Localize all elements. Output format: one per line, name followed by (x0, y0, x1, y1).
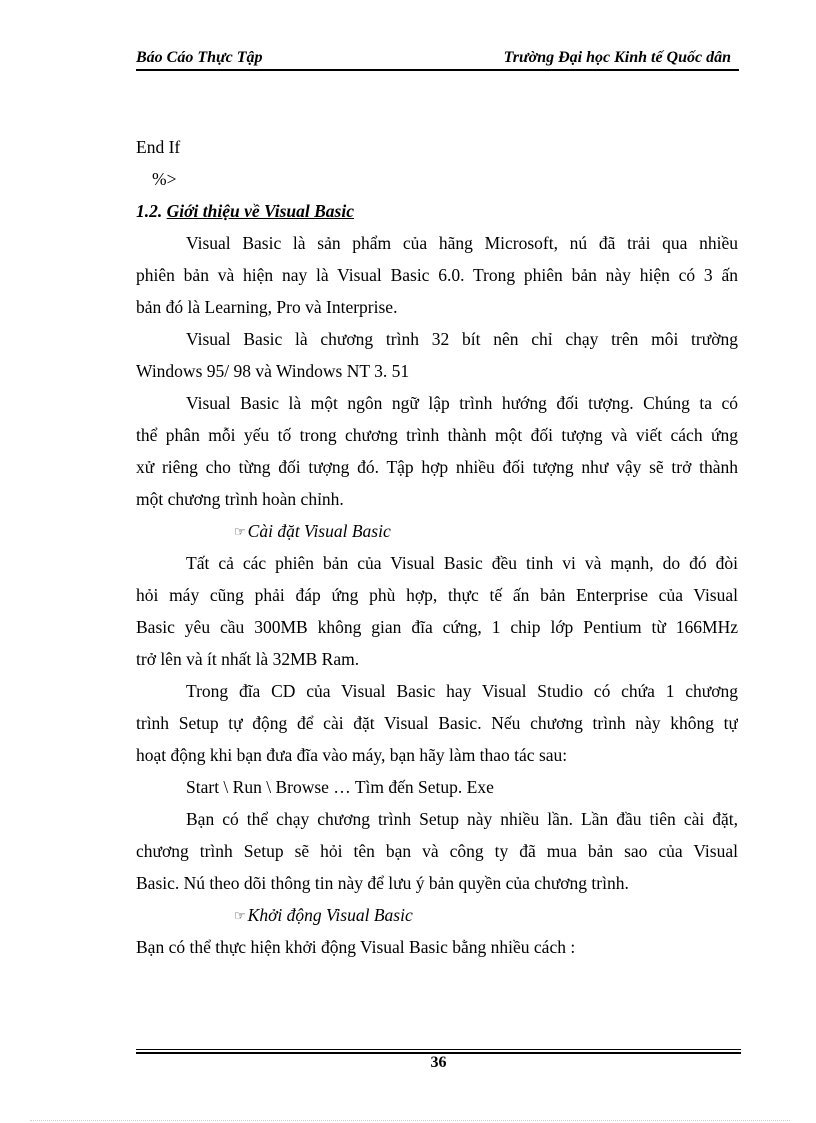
paragraph-line: Basic yêu cầu 300MB không gian đĩa cứng, 1 chip lớp Pentium từ 166MHz (136, 617, 738, 637)
header-report-title: Báo Cáo Thực Tập (136, 49, 263, 66)
subheading-label: Khởi động Visual Basic (247, 905, 413, 925)
paragraph-line: hỏi máy cũng phải đáp ứng phù hợp, thực tế ấn bản Enterprise của Visual (136, 585, 738, 605)
subheading-startup (136, 899, 738, 931)
paragraph-line: trở lên và ít nhất là 32MB Ram. (136, 649, 360, 669)
paragraph-line: Bạn có thể thực hiện khởi động Visual Basic bằng nhiều cách : (136, 937, 576, 957)
pointing-hand-icon: ☞ (234, 524, 246, 539)
page-edge-dots (30, 1120, 790, 1121)
section-number: 1.2. (136, 201, 163, 221)
paragraph-line: Bạn có thể chạy chương trình Setup này nhiều lần. Lần đầu tiên cài đặt, (186, 809, 738, 829)
paragraph-line: Basic. Nú theo dõi thông tin này để lưu ý bản quyền của chương trình. (136, 873, 629, 893)
code-line-close-tag: %> (152, 169, 177, 189)
header-university-name: Trường Đại học Kinh tế Quốc dân (503, 49, 731, 66)
paragraph-line: trình Setup tự động để cài đặt Visual Basic. Nếu chương trình này không tự (136, 713, 738, 733)
paragraph-line: Windows 95/ 98 và Windows NT 3. 51 (136, 361, 410, 381)
paragraph-line: Tất cả các phiên bản của Visual Basic đều tinh vi và mạnh, do đó đòi (186, 553, 738, 573)
paragraph-line: Visual Basic là chương trình 32 bít nên chỉ chạy trên môi trường (186, 329, 738, 349)
paragraph-line: bản đó là Learning, Pro và Interprise. (136, 297, 398, 317)
subheading-install (136, 515, 738, 547)
paragraph-line: phiên bản và hiện nay là Visual Basic 6.0. Trong phiên bản này hiện có 3 ấn (136, 265, 738, 285)
section-title: Giới thiệu về Visual Basic (166, 201, 354, 221)
paragraph-line: thể phân mỗi yếu tố trong chương trình thành một đối tượng và viết cách ứng (136, 425, 738, 445)
header-divider (136, 69, 739, 71)
pointing-hand-icon: ☞ (234, 908, 246, 923)
paragraph-line: hoạt động khi bạn đưa đĩa vào máy, bạn hãy làm thao tác sau: (136, 745, 568, 765)
footer-divider-thin (136, 1049, 741, 1050)
section-heading (136, 195, 738, 227)
document-body (136, 131, 738, 963)
paragraph-line: Visual Basic là sản phẩm của hãng Microsoft, nú đã trải qua nhiều (186, 233, 738, 253)
code-line-end-if: End If (136, 137, 181, 157)
paragraph-line: xử riêng cho từng đối tượng đó. Tập hợp nhiều đối tượng như vậy sẽ trở thành (136, 457, 738, 477)
paragraph-line: một chương trình hoàn chỉnh. (136, 489, 344, 509)
paragraph-line: Visual Basic là một ngôn ngữ lập trình hướng đối tượng. Chúng ta có (186, 393, 738, 413)
paragraph-line: chương trình Setup sẽ hỏi tên bạn và công ty đã mua bản sao của Visual (136, 841, 738, 861)
page-number: 36 (430, 1054, 447, 1071)
paragraph-line: Trong đĩa CD của Visual Basic hay Visual Studio có chứa 1 chương (186, 681, 738, 701)
subheading-label: Cài đặt Visual Basic (247, 521, 391, 541)
page-header (136, 47, 739, 69)
command-path-line: Start \ Run \ Browse … Tìm đến Setup. Exe (186, 777, 494, 797)
